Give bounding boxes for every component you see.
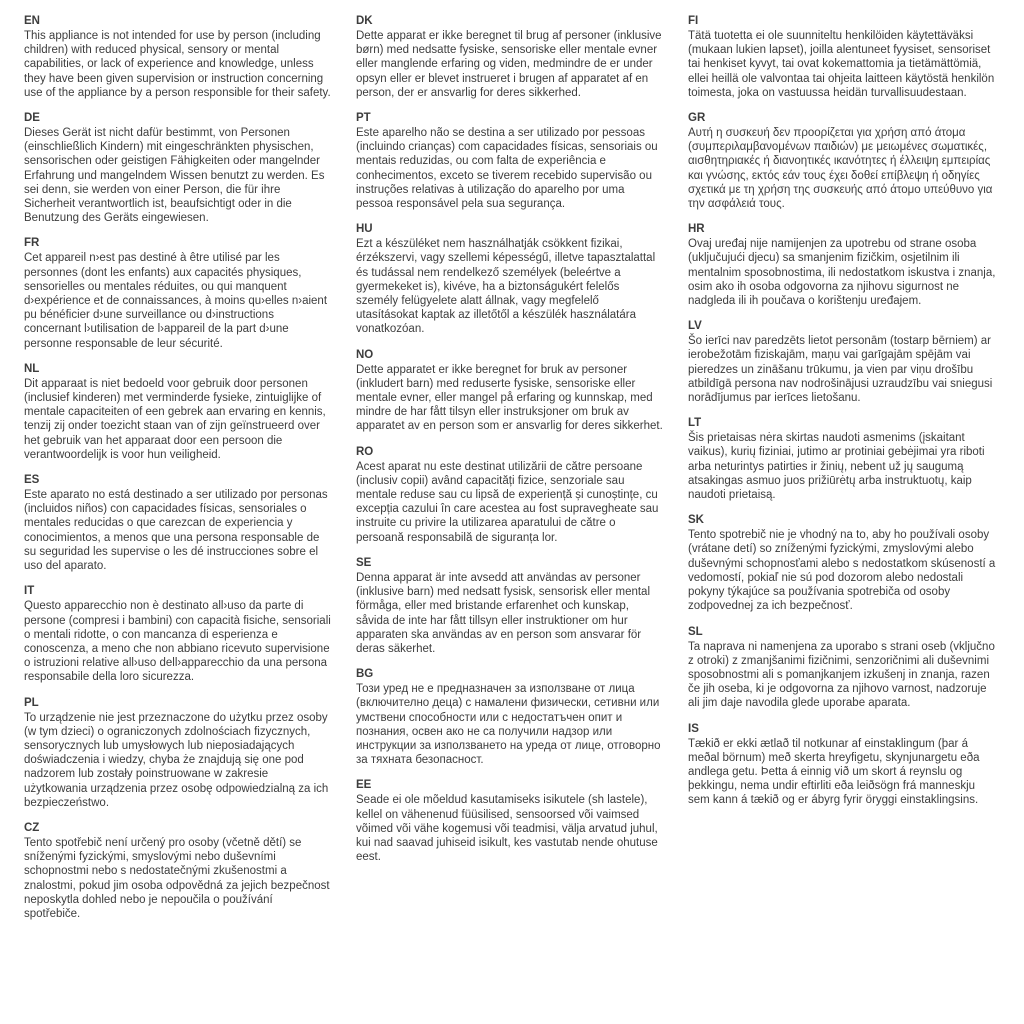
language-code: ES [24, 474, 40, 487]
language-code: DK [356, 15, 373, 27]
language-text: Acest aparat nu este destinat utilizării de către persoane (inclusiv copii) având capacități fizice, senzoriale sau mentale reduse sau cu lipsă de experiență și cunoștințe, cu excepția cazului în care acestea au fost supravegheate sau instruite cu privire la utilizarea aparatului de către o persoană responsabilă de siguranța lor. [356, 460, 659, 544]
language-text: To urządzenie nie jest przeznaczone do użytku przez osoby (w tym dzieci) o ograniczonych zdolnościach fizycznych, sensorycznych lub umysłowych lub nieposiadających doświadczenia i wiedzy, chyba że znajdują się one pod nadzorem lub zostały poinstruowane w zakresie użytkowania urządzenia przez osobę odpowiedzialną za ich bezpieczeństwo. [24, 711, 329, 809]
column-3 [688, 14, 996, 932]
language-text: Този уред не е предназначен за използване от лица (включително деца) с намалени физически, сетивни или умствени способности или с недостатъчен опит и познания, освен ако не са получили надзор или инструкции за използването на уреда от лице, отговорно за тяхната безопасност. [356, 683, 661, 767]
language-text: Dette apparat er ikke beregnet til brug af personer (inklusive børn) med nedsatte fysiske, sensoriske eller mentale evner eller manglende erfaring og viden, medmindre de er under opsyn eller er blevet instrueret i brugen af apparatet af en person, der er ansvarlig for deres sikkerhed. [356, 30, 662, 99]
language-text: Dit apparaat is niet bedoeld voor gebruik door personen (inclusief kinderen) met verminderde fysieke, zintuiglijke of mentale capaciteiten of een gebrek aan ervaring en kennis, tenzij zij onder toezicht staan van of zijn geïnstrueerd over het gebruik van het apparaat door een persoon die verantwoordelijk is voor hun veiligheid. [24, 377, 326, 461]
language-block-pl [24, 696, 332, 810]
language-text: Questo apparecchio non è destinato all›uso da parte di persone (compresi i bambini) con capacità fisiche, sensoriali o mentali ridotte, o con mancanza di esperienza e conoscenza, a meno che non abbiano ricevuto supervisione o istruzioni relative all›uso dell›apparecchio da una persona responsabile della loro sicurezza. [24, 600, 331, 684]
language-code: FI [688, 15, 699, 27]
language-text: Seade ei ole mõeldud kasutamiseks isikutele (sh lastele), kellel on vähenenud füüsilised, sensoorsed või vaimsed võimed või vähe kogemusi või teadmisi, välja arvatud juhul, kui nad saavad juhiseid isikult, kes vastutab nende ohutuse eest. [356, 794, 658, 864]
language-text: Ezt a készüléket nem használhatják csökkent fizikai, érzékszervi, vagy szellemi képességű, illetve tapasztalattal és tudással nem rendelkező személyek (beleértve a gyermekeket is), kivéve, ha a biztonságukért felelős személy felügyelete alatt állnak, vagy megfelelő utasításokat kaptak az illetőtől a készülék használatára vonatkozóan. [356, 238, 656, 336]
language-block-es [24, 473, 332, 573]
language-text: Tento spotrebič nie je vhodný na to, aby ho používali osoby (vrátane detí) so zníženými fyzickými, zmyslovými alebo duševnými schopnosťami alebo s nedostatkom skúseností a vedomostí, pokiaľ nie sú pod dozorom alebo nedostali pokyny týkajúce sa používania spotrebiča od osoby zodpovednej za ich bezpečnosť. [688, 529, 996, 613]
language-code: SE [356, 556, 372, 569]
column-1 [24, 14, 332, 932]
language-text: Šo ierīci nav paredzēts lietot personām (tostarp bērniem) ar ierobežotām fiziskajām, maņu vai garīgajām spējām vai pieredzes un zināšanu trūkumu, ja vien par viņu drošību atbildīgā persona nav nodrošinājusi uzraudzību vai sniegusi norādījumus par ierīces lietošanu. [688, 335, 993, 405]
language-code: IS [688, 722, 699, 735]
language-block-hr [688, 222, 996, 308]
language-code: RO [356, 445, 374, 458]
language-code: HU [356, 223, 373, 236]
language-block-no [356, 348, 664, 434]
language-text: Este aparato no está destinado a ser utilizado por personas (incluidos niños) con capacidades físicas, sensoriales o mentales reducidas o que carezcan de experiencia y conocimientos, a menos que una persona responsable de su seguridad les supervise o les dé instrucciones sobre el uso del aparato. [24, 489, 328, 573]
language-text: Tækið er ekki ætlað til notkunar af einstaklingum (þar á meðal börnum) með skerta hreyfigetu, skynjunargetu eða andlega getu. Þetta á einnig við um skort á reynslu og þekkingu, nema undir eftirliti eða leiðsögn frá manneskju sem kann á tækið og er ábyrg fyrir öryggi einstaklingsins. [688, 737, 980, 807]
language-block-fi [688, 14, 996, 100]
language-text: Tätä tuotetta ei ole suunniteltu henkilöiden käytettäväksi (mukaan lukien lapset), joilla alentuneet fyysiset, sensoriset tai henkiset kyvyt, tai ovat kokemattomia ja tietämättömiä, ellei heillä ole valvontaa tai ohjeita laitteen käytöstä henkilön toimesta, joka on vastuussa heidän turvallisuudestaan. [688, 30, 995, 99]
column-2 [356, 14, 664, 932]
language-block-ro [356, 445, 664, 545]
language-block-gr [688, 111, 996, 211]
language-text: Cet appareil n›est pas destiné à être utilisé par les personnes (dont les enfants) aux capacités physiques, sensorielles ou mentales réduites, ou qui manquent d›expérience et de connaissances, à moins qu›elles n›aient pu bénéficier d›une surveillance ou d›instructions concernant l›utilisation de l›appareil de la part d›une personne responsable de leur sécurité. [24, 252, 328, 350]
language-text: Tento spotřebič není určený pro osoby (včetně dětí) se sníženými fyzickými, smyslovými nebo duševními schopnostmi nebo s nedostatečnými zkušenostmi a znalostmi, pokud jim osoba odpovědná za jejich bezpečnost neposkytla dohled nebo je nepoučila o používání spotřebiče. [24, 836, 330, 920]
language-block-nl [24, 362, 332, 462]
language-block-is [688, 722, 996, 808]
language-block-lt [688, 416, 996, 502]
language-text: This appliance is not intended for use by person (including children) with reduced physical, sensory or mental capabilities, or lack of experience and knowledge, unless they have been given supervision or instruction concerning use of the appliance by a person responsible for their safety. [24, 30, 331, 99]
language-code: BG [356, 668, 374, 681]
language-block-bg [356, 667, 664, 767]
language-code: IT [24, 585, 35, 598]
language-code: NL [24, 362, 40, 375]
language-text: Dieses Gerät ist nicht dafür bestimmt, von Personen (einschließlich Kindern) mit eingeschränkten physischen, sensorischen oder geistigen Fähigkeiten oder mangelnder Erfahrung und mangelndem Wissen benutzt zu werden. Es sei denn, sie werden von einer Person, die für ihre Sicherheit verantwortlich ist, beaufsichtigt oder in die Benutzung des Geräts eingewiesen. [24, 127, 325, 225]
language-block-fr [24, 236, 332, 350]
language-block-sl [688, 625, 996, 711]
language-block-de [24, 111, 332, 225]
language-block-en [24, 14, 332, 100]
language-code: GR [688, 112, 706, 125]
language-block-cz [24, 821, 332, 921]
language-text: Dette apparatet er ikke beregnet for bruk av personer (inkludert barn) med reduserte fysiske, sensoriske eller mentale evner, eller mangel på erfaring og kunnskap, med mindre de har fått tilsyn eller instruksjoner om bruk av apparatet av en person som er ansvarlig for deres sikkerhet. [356, 363, 663, 433]
language-code: SL [688, 625, 703, 638]
language-code: LT [688, 417, 702, 430]
language-code: SK [688, 514, 704, 527]
language-block-ee [356, 778, 664, 864]
language-code: NO [356, 348, 374, 361]
language-code: CZ [24, 821, 40, 834]
language-code: PL [24, 696, 39, 709]
language-code: PT [356, 112, 371, 125]
language-code: DE [24, 112, 40, 125]
language-text: Šis prietaisas nėra skirtas naudoti asmenims (įskaitant vaikus), kurių fiziniai, jutimo ar protiniai gebėjimai yra riboti arba neturintys patirties ir žinių, nebent už jų saugumą atsakingas asmuo juos prižiūrėtų arba instruktuotų, kaip naudoti prietaisą. [688, 432, 985, 502]
language-text: Ta naprava ni namenjena za uporabo s strani oseb (vključno z otroki) z zmanjšanimi fizičnimi, senzoričnimi ali duševnimi sposobnostmi ali s pomanjkanjem izkušenj in znanja, razen če jih oseba, ki je odgovorna za njihovo varnost, nadzoruje ali jim daje navodila glede uporabe aparata. [688, 640, 995, 710]
language-text: Αυτή η συσκευή δεν προορίζεται για χρήση από άτομα (συμπεριλαμβανομένων παιδιών) με μειωμένες σωματικές, αισθητηριακές ή διανοητικές ικανότητες ή έλλειψη εμπειρίας και γνώσης, εκτός εάν τους έχει δοθεί επίβλεψη ή οδηγίες σχετικά με τη χρήση της συσκευής από άτομο υπεύθυνο για την ασφάλειά τους. [688, 127, 993, 211]
language-block-se [356, 556, 664, 656]
language-block-lv [688, 319, 996, 405]
language-code: LV [688, 320, 702, 333]
language-block-sk [688, 513, 996, 613]
language-code: EN [24, 15, 40, 27]
language-text: Ovaj uređaj nije namijenjen za upotrebu od strane osoba (uključujući djecu) sa smanjenim fizičkim, osjetilnim ili mentalnim sposobnostima, ili nedostatkom iskustva i znanja, osim ako ih osoba odgovorna za njihovu sigurnost ne nadgleda ili ih poučava o korištenju uređajem. [688, 238, 996, 308]
language-block-dk [356, 14, 664, 100]
language-block-it [24, 584, 332, 684]
language-code: HR [688, 223, 705, 236]
language-code: EE [356, 779, 372, 792]
language-text: Este aparelho não se destina a ser utilizado por pessoas (incluindo crianças) com capacidades físicas, sensoriais ou mentais reduzidas, ou com falta de experiência e conhecimentos, exceto se tiverem recebido supervisão ou instruções relativas à utilização do aparelho por uma pessoa responsável pela sua segurança. [356, 127, 658, 211]
language-block-hu [356, 222, 664, 336]
language-code: FR [24, 237, 40, 250]
language-text: Denna apparat är inte avsedd att användas av personer (inklusive barn) med nedsatt fysisk, sensorisk eller mental förmåga, eller med bristande erfarenhet och kunskap, såvida de inte har fått tillsyn eller instruktioner om hur apparaten ska användas av en person som ansvarar för deras säkerhet. [356, 571, 651, 655]
language-block-pt [356, 111, 664, 211]
